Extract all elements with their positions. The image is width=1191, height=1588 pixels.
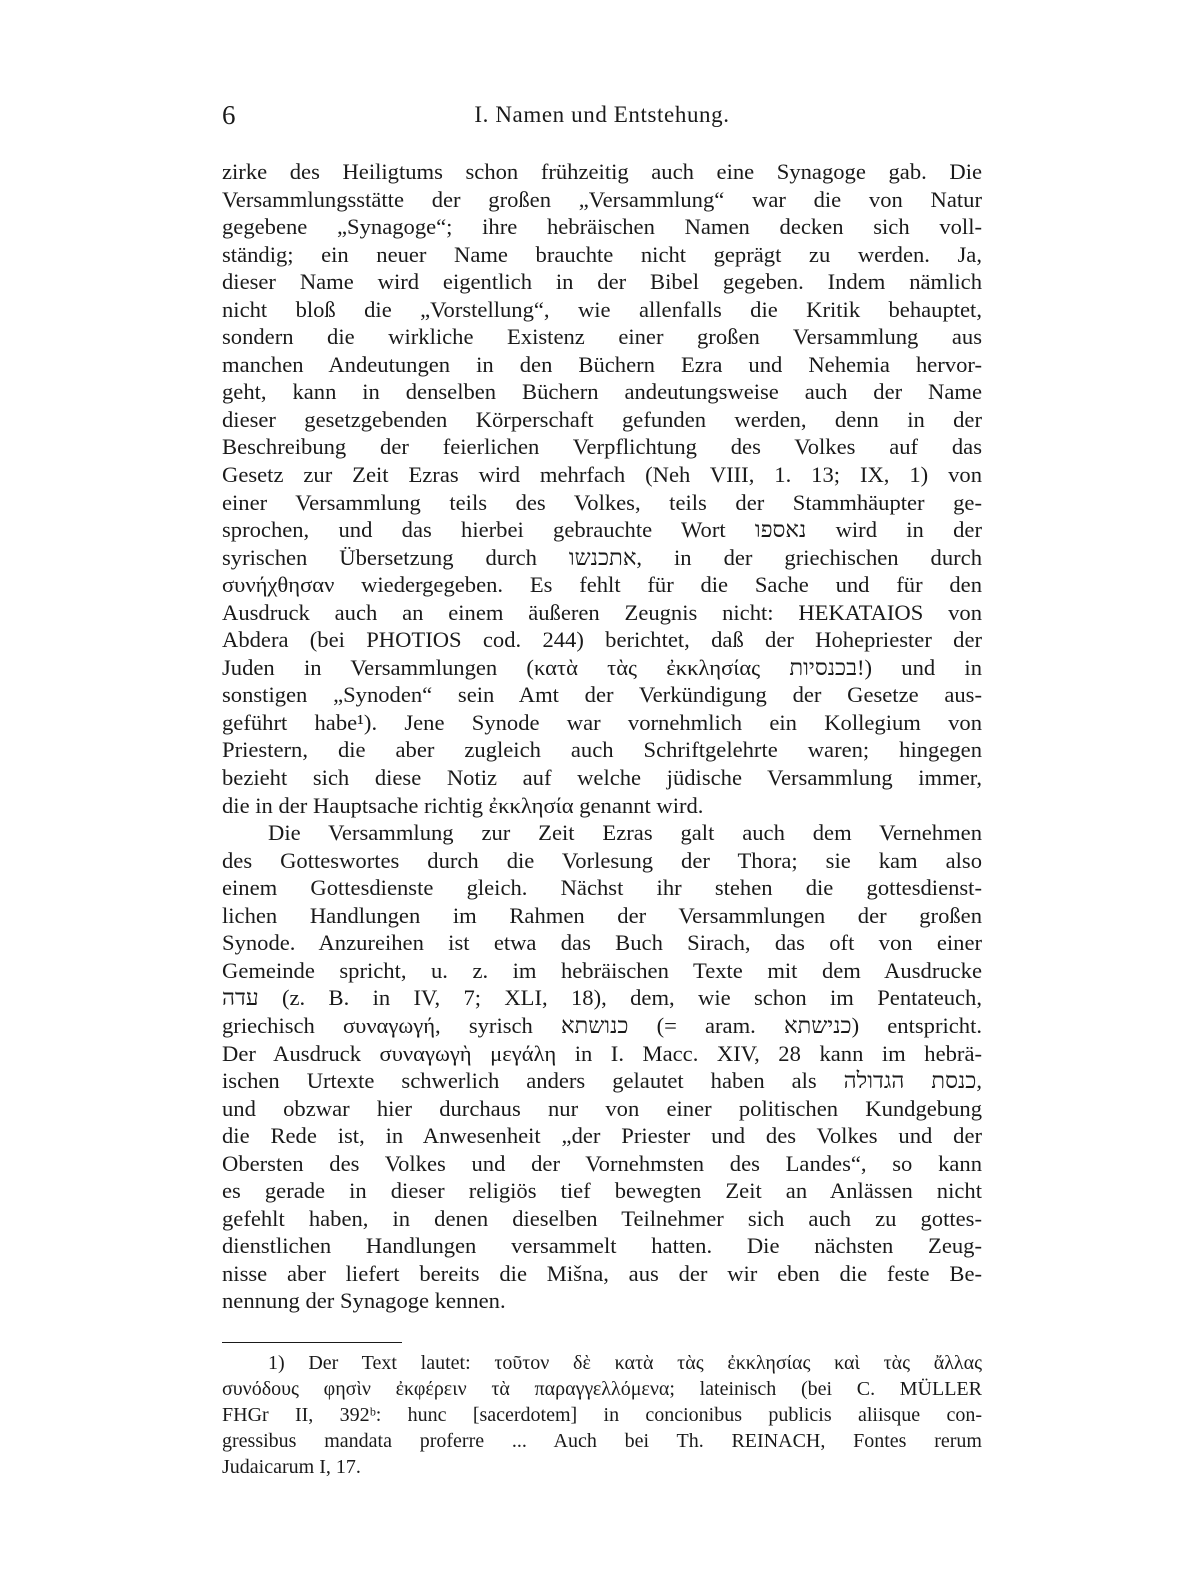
text-line: ständig; ein neuer Name brauchte nicht geprägt zu werden. Ja, bbox=[222, 241, 982, 267]
text-line: ischen Urtexte schwerlich anders gelautet haben als כנסת הגדולה, bbox=[222, 1068, 982, 1094]
text-line: Gesetz zur Zeit Ezras wird mehrfach (Neh VIII, 1. 13; IX, 1) von bbox=[222, 462, 982, 488]
running-head: I. Namen und Entstehung. bbox=[474, 102, 730, 127]
text-line: geht, kann in denselben Büchern andeutungsweise auch der Name bbox=[222, 379, 982, 405]
paragraph-start-line: Die Versammlung zur Zeit Ezras galt auch dem Vernehmen bbox=[268, 820, 982, 846]
text-line: Obersten des Volkes und der Vornehmsten des Landes“, so kann bbox=[222, 1150, 982, 1176]
text-line: Beschreibung der feierlichen Verpflichtung des Volkes auf das bbox=[222, 434, 982, 460]
text-line: Gemeinde spricht, u. z. im hebräischen Texte mit dem Ausdrucke bbox=[222, 957, 982, 983]
text-line: Der Ausdruck συναγωγὴ μεγάλη in I. Macc. XIV, 28 kann im hebrä- bbox=[222, 1040, 982, 1066]
text-line: συνήχθησαν wiedergegeben. Es fehlt für die Sache und für den bbox=[222, 572, 982, 598]
text-line: griechisch συναγωγή, syrisch כנושתא (= aram. כנישתא) entspricht. bbox=[222, 1012, 983, 1038]
text-line: gegebene „Synagoge“; ihre hebräischen Namen decken sich voll- bbox=[222, 214, 982, 240]
text-line: עדה (z. B. in IV, 7; XLI, 18), dem, wie schon im Pentateuch, bbox=[222, 985, 982, 1011]
text-line: nicht bloß die „Vorstellung“, wie allenfalls die Kritik behauptet, bbox=[222, 296, 982, 322]
text-line: dieser Name wird eigentlich in der Bibel gegeben. Indem nämlich bbox=[222, 269, 982, 295]
footnote-line: Judaicarum I, 17. bbox=[222, 1456, 361, 1478]
text-line: Synode. Anzureihen ist etwa das Buch Sirach, das oft von einer bbox=[222, 930, 982, 956]
body-text bbox=[222, 158, 982, 1315]
footnote-separator bbox=[222, 1342, 402, 1343]
footnote-line: 1) Der Text lautet: τοῦτον δὲ κατὰ τὰς ἐκκλησίας καὶ τὰς ἄλλας bbox=[268, 1352, 982, 1374]
footnotes bbox=[222, 1350, 982, 1480]
page-number: 6 bbox=[222, 100, 236, 130]
text-line: sonstigen „Synoden“ sein Amt der Verkündigung der Gesetze aus- bbox=[222, 682, 982, 708]
text-line: Abdera (bei PHOTIOS cod. 244) berichtet, daß der Hohepriester der bbox=[222, 627, 982, 653]
text-line: dienstlichen Handlungen versammelt hatten. Die nächsten Zeug- bbox=[222, 1233, 982, 1259]
page-header bbox=[222, 100, 982, 140]
text-line: syrischen Übersetzung durch אתכנשו, in der griechischen durch bbox=[222, 544, 982, 570]
text-line: und obzwar hier durchaus nur von einer politischen Kundgebung bbox=[222, 1095, 982, 1121]
text-line: bezieht sich diese Notiz auf welche jüdische Versammlung immer, bbox=[222, 765, 982, 791]
paragraph-end-line: nennung der Synagoge kennen. bbox=[222, 1288, 506, 1314]
text-line: dieser gesetzgebenden Körperschaft gefunden werden, denn in der bbox=[222, 406, 982, 432]
text-line: Priestern, die aber zugleich auch Schriftgelehrte waren; hingegen bbox=[222, 737, 982, 763]
text-line: es gerade in dieser religiös tief bewegten Zeit an Anlässen nicht bbox=[222, 1178, 982, 1204]
text-line: die Rede ist, in Anwesenheit „der Priester und des Volkes und der bbox=[222, 1123, 982, 1149]
text-line: Juden in Versammlungen (κατὰ τὰς ἐκκλησίας בכנסיות!) und in bbox=[222, 654, 983, 680]
text-line: zirke des Heiligtums schon frühzeitig auch eine Synagoge gab. Die bbox=[222, 159, 982, 184]
text-line: geführt habe¹). Jene Synode war vornehmlich ein Kollegium von bbox=[222, 709, 982, 735]
text-line: gefehlt haben, in denen dieselben Teilnehmer sich auch zu gottes- bbox=[222, 1205, 982, 1231]
text-line: Versammlungsstätte der großen „Versammlung“ war die von Natur bbox=[222, 186, 982, 212]
text-line: lichen Handlungen im Rahmen der Versammlungen der großen bbox=[222, 902, 982, 928]
paragraph-end-line: die in der Hauptsache richtig ἐκκλησία genannt wird. bbox=[222, 792, 704, 818]
text-line: einem Gottesdienste gleich. Nächst ihr stehen die gottesdienst- bbox=[222, 875, 982, 901]
text-line: sprochen, und das hierbei gebrauchte Wort נאספו wird in der bbox=[222, 517, 982, 543]
footnote-line: gressibus mandata proferre ... Auch bei Th. REINACH, Fontes rerum bbox=[222, 1430, 982, 1452]
text-line: des Gotteswortes durch die Vorlesung der Thora; sie kam also bbox=[222, 847, 982, 873]
footnote-line: συνόδους φησὶν ἐκφέρειν τὰ παραγγελλόμενα; lateinisch (bei C. MÜLLER bbox=[222, 1378, 982, 1400]
footnote-line: FHGr II, 392ᵇ: hunc [sacerdotem] in concionibus publicis aliisque con- bbox=[222, 1404, 982, 1426]
text-line: einer Versammlung teils des Volkes, teils der Stammhäupter ge- bbox=[222, 489, 982, 515]
text-line: manchen Andeutungen in den Büchern Ezra und Nehemia hervor- bbox=[222, 351, 982, 377]
text-line: nisse aber liefert bereits die Mišna, aus der wir eben die feste Be- bbox=[222, 1260, 982, 1286]
text-line: Ausdruck auch an einem äußeren Zeugnis nicht: HEKATAIOS von bbox=[222, 599, 982, 625]
text-line: sondern die wirkliche Existenz einer großen Versammlung aus bbox=[222, 324, 982, 350]
